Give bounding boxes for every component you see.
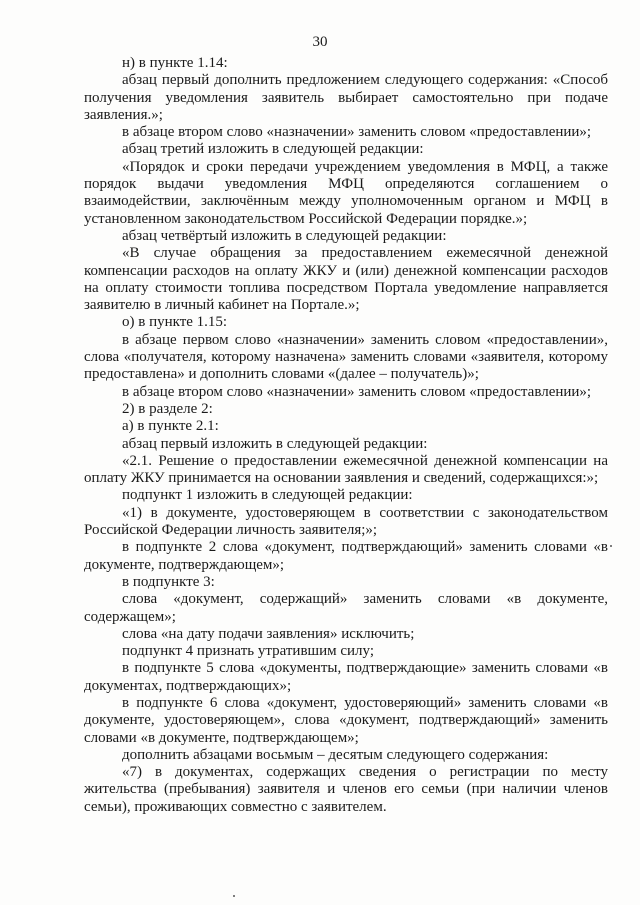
paragraph: абзац первый изложить в следующей редакции: <box>122 435 428 452</box>
paragraph: абзац первый дополнить предложением следующего содержания: «Способ получения уведомления заявитель выбирает самостоятельно при подаче заявления.»; <box>84 72 608 123</box>
paragraph: подпункт 4 признать утратившим силу; <box>122 643 374 660</box>
paragraph: в абзаце первом слово «назначении» заменить словом «предоставлении», слова «получателя, которому назначена» заменить словами «заявителя, которому предоставлена» и дополнить словами «(далее – получатель)»; <box>84 331 608 383</box>
scan-speck <box>610 545 612 547</box>
paragraph: подпункт 1 изложить в следующей редакции: <box>122 487 413 504</box>
paragraph: дополнить абзацами восьмым – десятым следующего содержания: <box>122 746 549 763</box>
paragraph: в абзаце втором слово «назначении» заменить словом «предоставлении»; <box>122 124 592 141</box>
paragraph: о) в пункте 1.15: <box>122 314 228 331</box>
paragraph: в подпункте 2 слова «документ, подтверждающий» заменить словами «в документе, подтверждающем»; <box>84 539 608 573</box>
paragraph: в абзаце втором слово «назначении» заменить словом «предоставлении»; <box>122 383 592 400</box>
paragraph: в подпункте 5 слова «документы, подтверждающие» заменить словами «в документах, подтверждающих»; <box>84 660 608 694</box>
document-body <box>84 55 608 816</box>
paragraph: в подпункте 3: <box>122 573 215 590</box>
paragraph: в подпункте 6 слова «документ, удостоверяющий» заменить словами «в документе, удостоверяющем», слова «документ, подтверждающий» заменить словами «в документе, подтверждающем»; <box>84 694 608 746</box>
paragraph: 2) в разделе 2: <box>122 400 213 417</box>
paragraph: «2.1. Решение о предоставлении ежемесячной денежной компенсации на оплату ЖКУ принимается на основании заявления и сведений, содержащихся:»; <box>84 452 608 487</box>
page-number: 30 <box>312 34 328 50</box>
paragraph: н) в пункте 1.14: <box>122 55 228 71</box>
paragraph: «В случае обращения за предоставлением ежемесячной денежной компенсации расходов на оплату ЖКУ и (или) денежной компенсации расходов на оплату стоимости топлива посредством Портала уведомление направляется заявителю в личный кабинет на Портале.»; <box>84 245 608 314</box>
paragraph: «7) в документах, содержащих сведения о регистрации по месту жительства (пребывания) заявителя и членов его семьи (при наличии членов семьи), проживающих совместно с заявителем. <box>84 764 608 815</box>
paragraph: абзац четвёртый изложить в следующей редакции: <box>122 227 447 244</box>
scan-speck <box>233 895 235 897</box>
paragraph: абзац третий изложить в следующей редакции: <box>122 141 424 158</box>
paragraph: «Порядок и сроки передачи учреждением уведомления в МФЦ, а также порядок выдачи уведомления МФЦ определяются соглашением о взаимодействии, заключённым между уполномоченным органом и МФЦ в установленном законодательством Российской Федерации порядке.»; <box>84 158 608 227</box>
paragraph: слова «на дату подачи заявления» исключить; <box>122 625 415 642</box>
paragraph: слова «документ, содержащий» заменить словами «в документе, содержащем»; <box>84 591 608 625</box>
paragraph: «1) в документе, удостоверяющем в соответствии с законодательством Российской Федерации личность заявителя;»; <box>84 504 608 539</box>
paragraph: а) в пункте 2.1: <box>122 418 219 435</box>
